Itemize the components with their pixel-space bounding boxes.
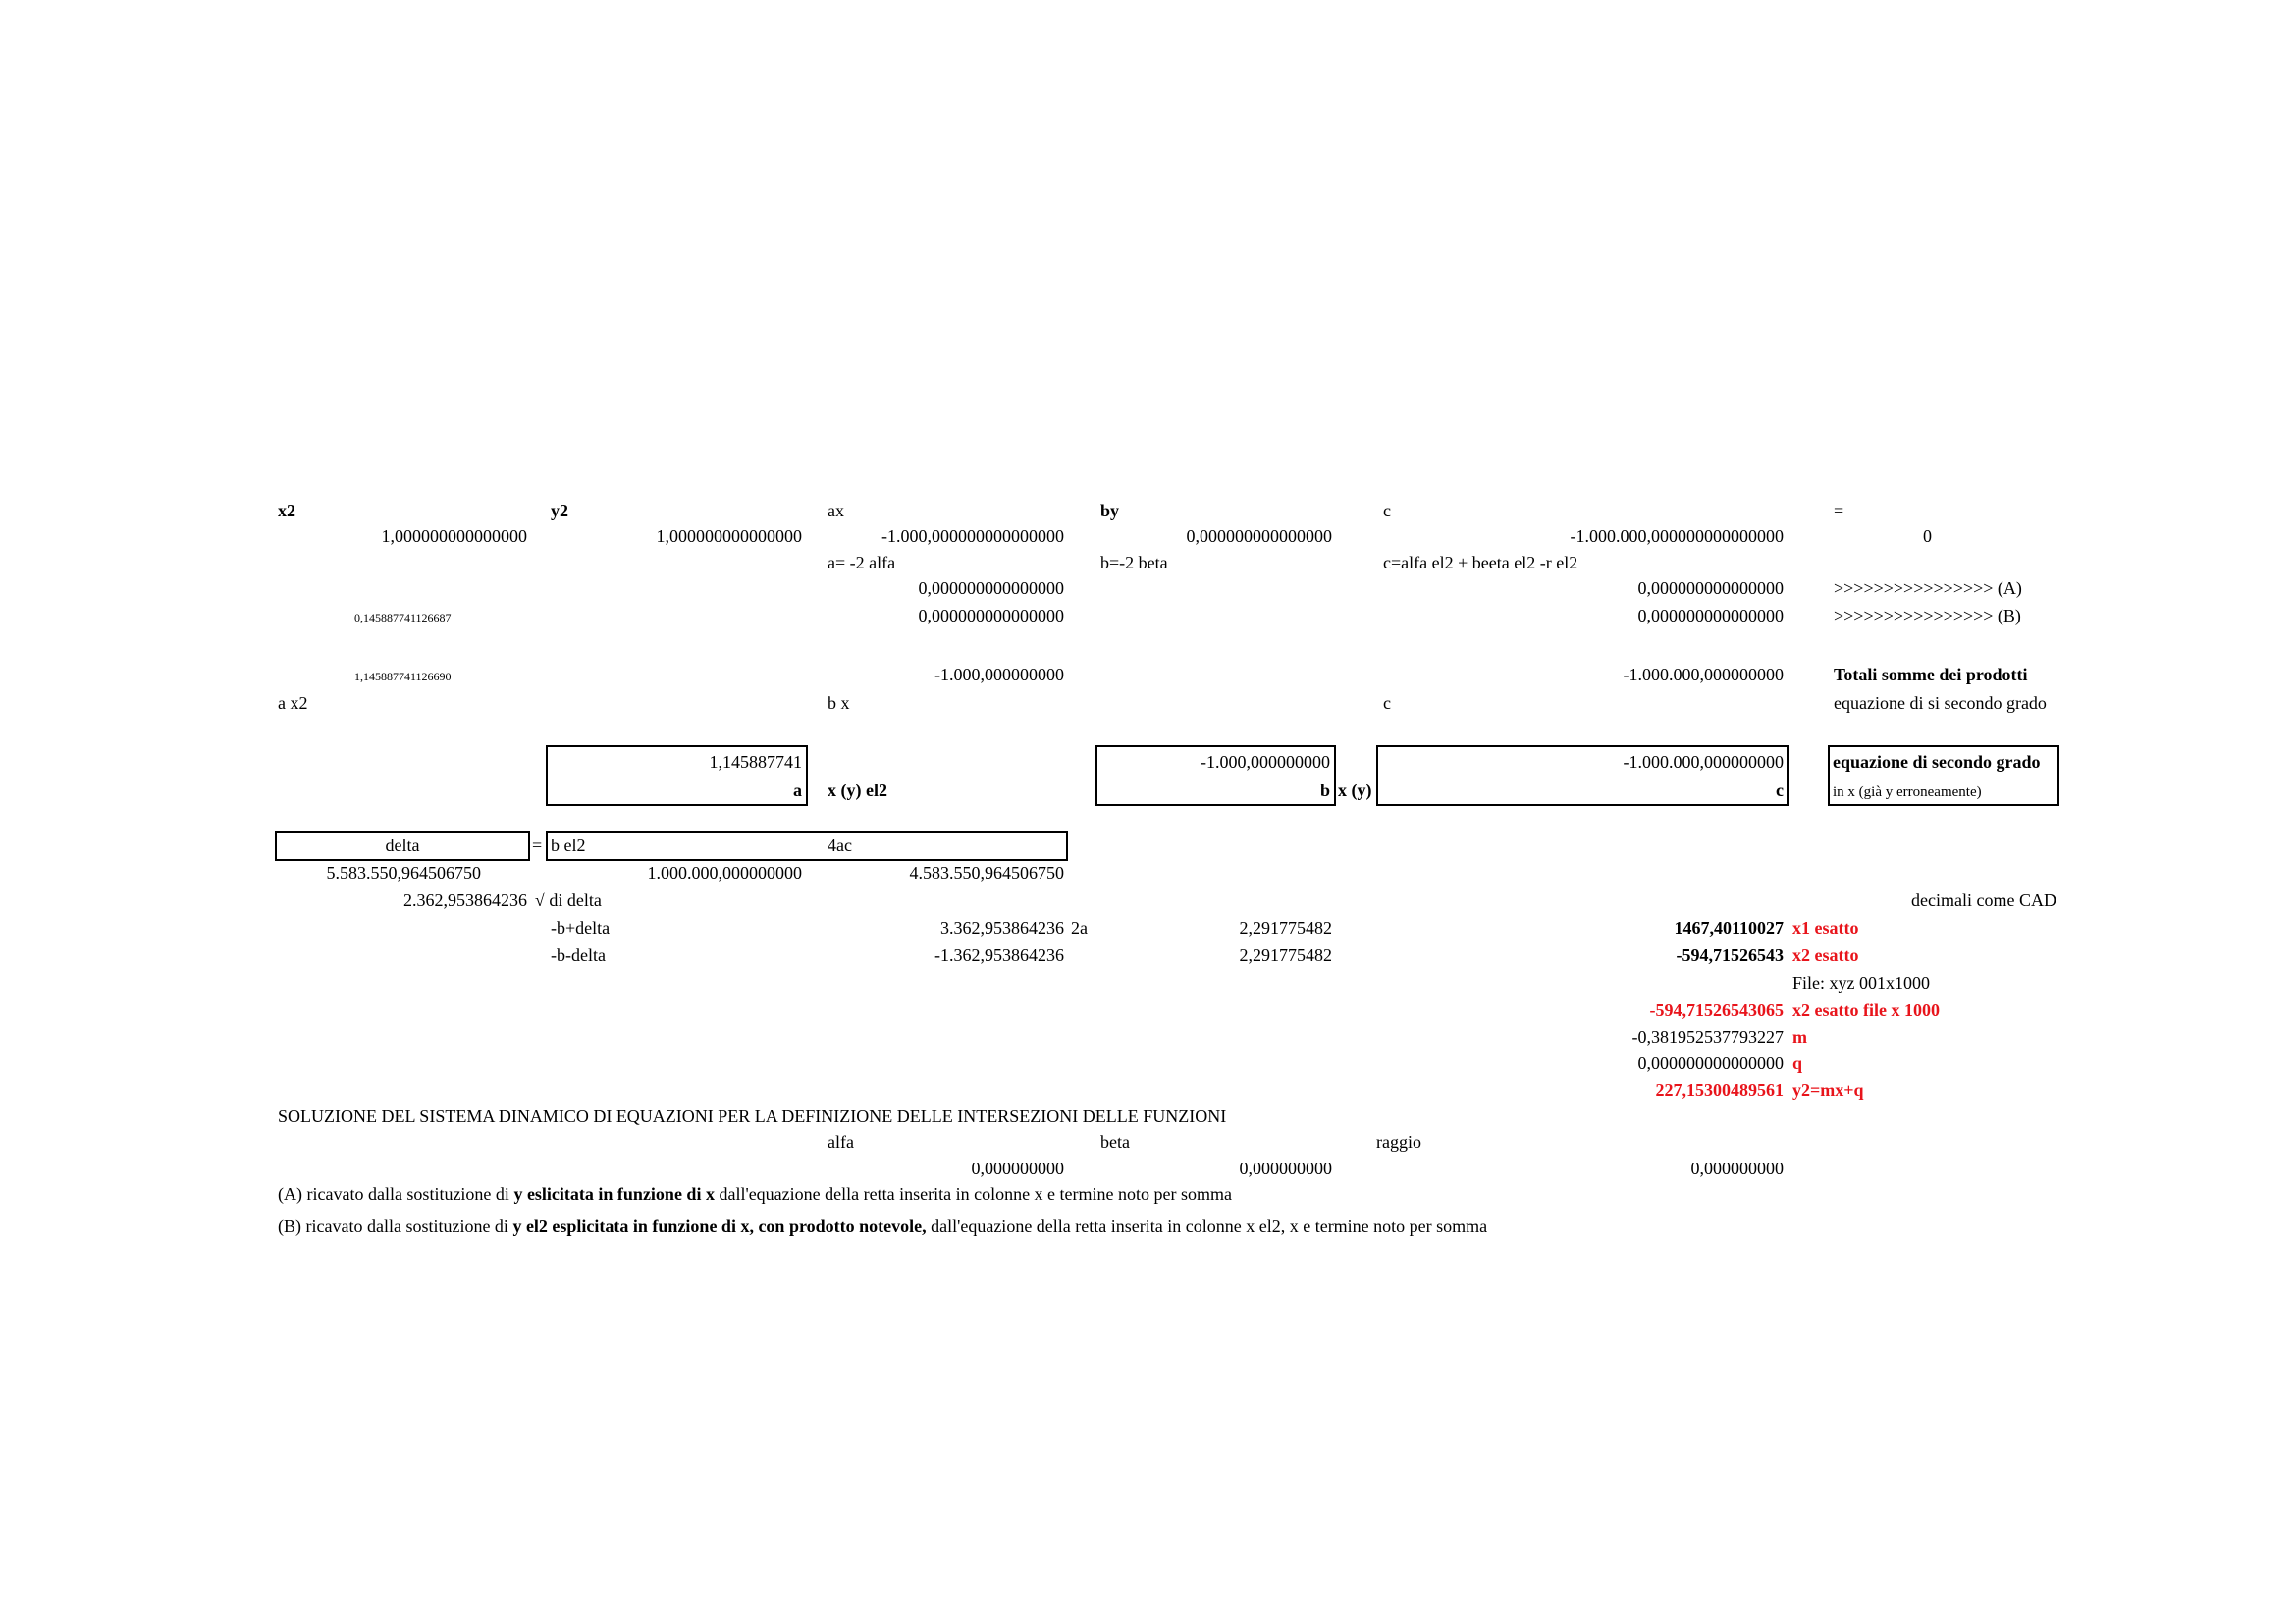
- header-by: by: [1100, 501, 1120, 520]
- b-minus-delta-value: -1.362,953864236: [934, 946, 1064, 965]
- delta-equals: =: [532, 836, 543, 855]
- x2-file-label: x2 esatto file x 1000: [1792, 1001, 1940, 1020]
- b-plus-delta-value: 3.362,953864236: [940, 918, 1064, 938]
- b-plus-delta-label: -b+delta: [551, 918, 611, 938]
- note-a-text-2: dall'equazione della retta inserita in colonne x e termine noto per somma: [714, 1184, 1233, 1204]
- equation-subtitle: in x (già y erroneamente): [1833, 784, 1982, 800]
- label-c: c: [1383, 693, 1391, 713]
- x2-file-value: -594,71526543065: [1649, 1001, 1784, 1020]
- delta-label: delta: [385, 836, 420, 855]
- b-definition: b=-2 beta: [1100, 553, 1168, 572]
- c-coefficient-label: c: [1776, 781, 1784, 800]
- alfa-value: 0,000000000: [971, 1159, 1064, 1178]
- label-ax2: a x2: [278, 693, 308, 713]
- note-b-text-1: (B) ricavato dalla sostituzione di: [278, 1217, 513, 1236]
- x-y-label: x (y): [1338, 781, 1372, 800]
- decimali-note: decimali come CAD: [1911, 891, 2056, 910]
- 2a-label: 2a: [1071, 918, 1088, 938]
- raggio-value: 0,000000000: [1690, 1159, 1784, 1178]
- c-coefficient-value: -1.000.000,000000000: [1623, 752, 1784, 772]
- rowB-label: >>>>>>>>>>>>>>>> (B): [1834, 606, 2021, 625]
- value-c: -1.000.000,000000000000000: [1570, 526, 1784, 546]
- q-label: q: [1792, 1054, 1803, 1073]
- note-a: [278, 1183, 1232, 1205]
- header-y2: y2: [551, 501, 568, 520]
- totals-c: -1.000.000,000000000: [1623, 665, 1784, 684]
- value-y2: 1,000000000000000: [656, 526, 802, 546]
- rowA-label: >>>>>>>>>>>>>>>> (A): [1834, 578, 2022, 598]
- 2a-value-1: 2,291775482: [1239, 918, 1332, 938]
- rowA-ax: 0,000000000000000: [918, 578, 1064, 598]
- a-coefficient-value: 1,145887741: [709, 752, 802, 772]
- note-a-bold: y eslicitata in funzione di x: [513, 1184, 715, 1204]
- note-a-text-1: (A) ricavato dalla sostituzione di: [278, 1184, 514, 1204]
- y2-value: 227,15300489561: [1655, 1080, 1784, 1100]
- value-ax: -1.000,000000000000000: [881, 526, 1064, 546]
- 4ac-label: 4ac: [828, 836, 852, 855]
- delta-value: 5.583.550,964506750: [326, 863, 481, 883]
- b-minus-delta-label: -b-delta: [551, 946, 606, 965]
- q-value: 0,000000000000000: [1637, 1054, 1784, 1073]
- beta-label: beta: [1100, 1132, 1130, 1152]
- 4ac-value: 4.583.550,964506750: [909, 863, 1064, 883]
- header-x2: x2: [278, 501, 295, 520]
- alfa-label: alfa: [828, 1132, 854, 1152]
- sqrt-delta-value: 2.362,953864236: [403, 891, 527, 910]
- note-b-text-2: dall'equazione della retta inserita in colonne x el2, x e termine noto per somma: [926, 1217, 1488, 1236]
- label-bx: b x: [828, 693, 850, 713]
- value-by: 0,000000000000000: [1186, 526, 1332, 546]
- totals-ax: -1.000,000000000: [934, 665, 1064, 684]
- b-coefficient-value: -1.000,000000000: [1201, 752, 1330, 772]
- label-equation: equazione di si secondo grado: [1834, 693, 2047, 713]
- totals-label: Totali somme dei prodotti: [1834, 665, 2028, 684]
- x1-value: 1467,40110027: [1674, 918, 1784, 938]
- value-x2: 1,000000000000000: [381, 526, 527, 546]
- file-label: File: xyz 001x1000: [1792, 973, 1930, 993]
- note-b: [278, 1216, 1487, 1237]
- raggio-label: raggio: [1376, 1132, 1421, 1152]
- b-coefficient-label: b: [1319, 781, 1330, 800]
- delta-formula-box: [546, 831, 1068, 861]
- 2a-value-2: 2,291775482: [1239, 946, 1332, 965]
- rowA-c: 0,000000000000000: [1637, 578, 1784, 598]
- m-value: -0,381952537793227: [1631, 1027, 1784, 1047]
- header-c: c: [1383, 501, 1391, 520]
- y2-label: y2=mx+q: [1792, 1080, 1864, 1100]
- a-coefficient-label: a: [793, 781, 802, 800]
- equation-title: equazione di secondo grado: [1833, 752, 2041, 772]
- a-definition: a= -2 alfa: [828, 553, 896, 572]
- x-y-el2-label: x (y) el2: [828, 781, 887, 800]
- b-el2-label: b el2: [551, 836, 586, 855]
- totals-small-value: 1,145887741126690: [354, 670, 452, 683]
- note-b-bold: y el2 esplicitata in funzione di x, con prodotto notevole,: [512, 1217, 927, 1236]
- rowB-c: 0,000000000000000: [1637, 606, 1784, 625]
- b-el2-value: 1.000.000,000000000: [647, 863, 802, 883]
- x2-label: x2 esatto: [1792, 946, 1859, 965]
- value-equals: 0: [1923, 526, 1932, 546]
- rowB-ax: 0,000000000000000: [918, 606, 1064, 625]
- header-ax: ax: [828, 501, 844, 520]
- x1-label: x1 esatto: [1792, 918, 1859, 938]
- c-definition: c=alfa el2 + beeta el2 -r el2: [1383, 553, 1578, 572]
- beta-value: 0,000000000: [1239, 1159, 1332, 1178]
- rowB-small-value: 0,145887741126687: [354, 611, 452, 624]
- x2-value: -594,71526543: [1676, 946, 1784, 965]
- header-equals: =: [1834, 501, 1844, 520]
- m-label: m: [1792, 1027, 1807, 1047]
- system-title: SOLUZIONE DEL SISTEMA DINAMICO DI EQUAZIONI PER LA DEFINIZIONE DELLE INTERSEZIONI DELLE FUNZIONI: [278, 1107, 1227, 1126]
- sqrt-delta-label: √ di delta: [535, 891, 602, 910]
